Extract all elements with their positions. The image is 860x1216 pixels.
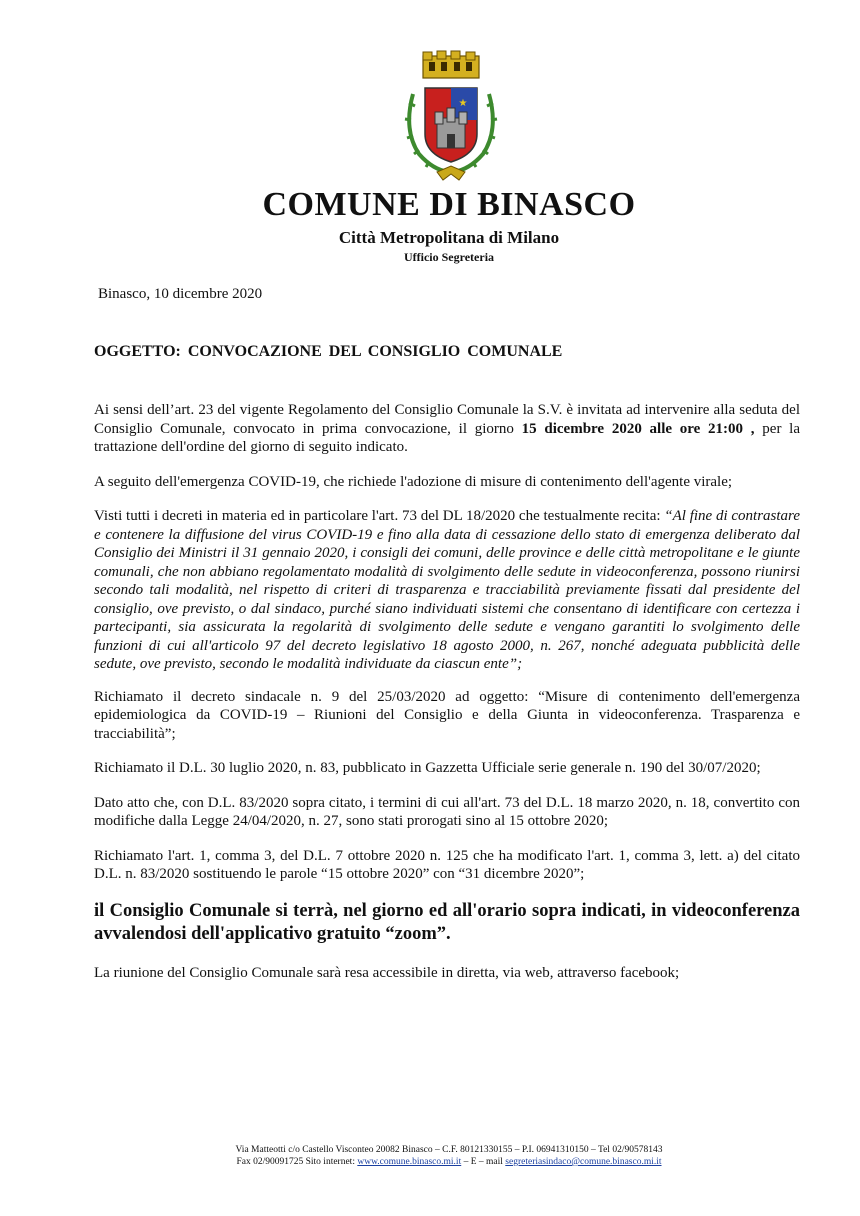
- paragraph-streaming: La riunione del Consiglio Comunale sarà resa accessibile in diretta, via web, attraverso facebook;: [94, 964, 680, 981]
- website-link[interactable]: www.comune.binasco.mi.it: [357, 1157, 462, 1167]
- subject-line: [94, 343, 562, 361]
- footer-email-label: – E – mail: [461, 1157, 506, 1167]
- footer-contacts: [0, 1144, 860, 1168]
- paragraph-deadline-extension: Dato atto che, con D.L. 83/2020 sopra citato, i termini di cui all'art. 73 del D.L. 18 marzo 2020, n. 18, convertito con modifiche dalla Legge 24/04/2020, n. 27, sono stati prorogati sino al 15 ottobre 2020;: [94, 794, 800, 829]
- meeting-datetime: 15 dicembre 2020 alle ore 21:00 ,: [521, 420, 755, 437]
- paragraph-decree-quote: [94, 507, 800, 674]
- svg-text:★: ★: [458, 98, 468, 109]
- letter-body: [94, 401, 800, 998]
- date-line: Binasco, 10 dicembre 2020: [98, 286, 263, 302]
- p1-text-c: per la trattazione dell'ordine del giorno di seguito indicato.: [94, 420, 800, 455]
- subject-text: OGGETTO: CONVOCAZIONE DEL CONSIGLIO COMUNALE: [94, 343, 563, 360]
- crown-icon: [423, 51, 479, 78]
- paragraph-convocation: [94, 401, 800, 457]
- footer-fax: Fax 02/90091725 Sito internet:: [236, 1157, 358, 1167]
- p1-text-a: Ai sensi dell’art. 23 del vigente Regolamento del Consiglio Comunale la S.V. è invitata ad intervenire alla seduta del Consiglio Comunale, convocato in prima convocazione, il giorno: [94, 402, 800, 437]
- paragraph-dl-83: Richiamato il D.L. 30 luglio 2020, n. 83, pubblicato in Gazzetta Ufficiale serie generale n. 190 del 30/07/2020;: [94, 760, 761, 776]
- p3-intro: Visti tutti i decreti in materia ed in particolare l'art. 73 del DL 18/2020 che testualmente recita:: [94, 508, 665, 524]
- paragraph-mayoral-decree: Richiamato il decreto sindacale n. 9 del 25/03/2020 ad oggetto: “Misure di contenimento dell'emergenza epidemiologica da COVID-19 – Riunioni del Consiglio e della Giunta in videoconferenza. Trasparenza e tracciabilità”;: [94, 688, 800, 742]
- coat-of-arms-emblem: [399, 50, 503, 186]
- footer-line-2: [0, 1156, 860, 1168]
- page-title: COMUNE DI BINASCO: [262, 186, 636, 223]
- paragraph-emergency: A seguito dell'emergenza COVID-19, che richiede l'adozione di misure di contenimento dell'agente virale;: [94, 473, 733, 490]
- paragraph-videoconference-notice: il Consiglio Comunale si terrà, nel giorno ed all'orario sopra indicati, in videoconferenza avvalendosi dell'applicativo gratuito “zoom”.: [94, 900, 800, 944]
- office-name: Ufficio Segreteria: [403, 250, 495, 264]
- email-link[interactable]: segreteriasindaco@comune.binasco.mi.it: [505, 1157, 662, 1167]
- paragraph-dl-125: Richiamato l'art. 1, comma 3, del D.L. 7 ottobre 2020 n. 125 che ha modificato l'art. 1, comma 3, lett. a) del citato D.L. n. 83/2020 sostituendo le parole “15 ottobre 2020” con “31 dicembre 2020”;: [94, 847, 800, 882]
- footer-address: Via Matteotti c/o Castello Visconteo 20082 Binasco – C.F. 80121330155 – P.I. 06941310150 – Tel 02/90578143: [235, 1145, 663, 1155]
- page-subtitle: Città Metropolitana di Milano: [338, 228, 560, 247]
- p3-quote: “Al fine di contrastare e contenere la diffusione del virus COVID-19 e fino alla data di cessazione dello stato di emergenza deliberato dal Consiglio dei Ministri il 31 gennaio 2020, i consigli dei comuni, delle province e delle città metropolitane e le giunte comunali, che non abbiano regolamentato modalità di svolgimento delle sedute in videoconferenza, possono riunirsi secondo tali modalità, nel rispetto di criteri di trasparenza e tracciabilità previamente fissati dal presidente del consiglio, ove previsto, o dal sindaco, purché siano individuati sistemi che consentano di identificare con certezza i partecipanti, sia assicurata la regolarità di svolgimento delle sedute e vengano garantiti lo svolgimento delle funzioni di cui all'articolo 97 del decreto legislativo 18 agosto 2000, n. 267, nonché adeguata pubblicità delle sedute, ove previsto, secondo le modalità individuate da ciascun ente”;: [94, 508, 800, 672]
